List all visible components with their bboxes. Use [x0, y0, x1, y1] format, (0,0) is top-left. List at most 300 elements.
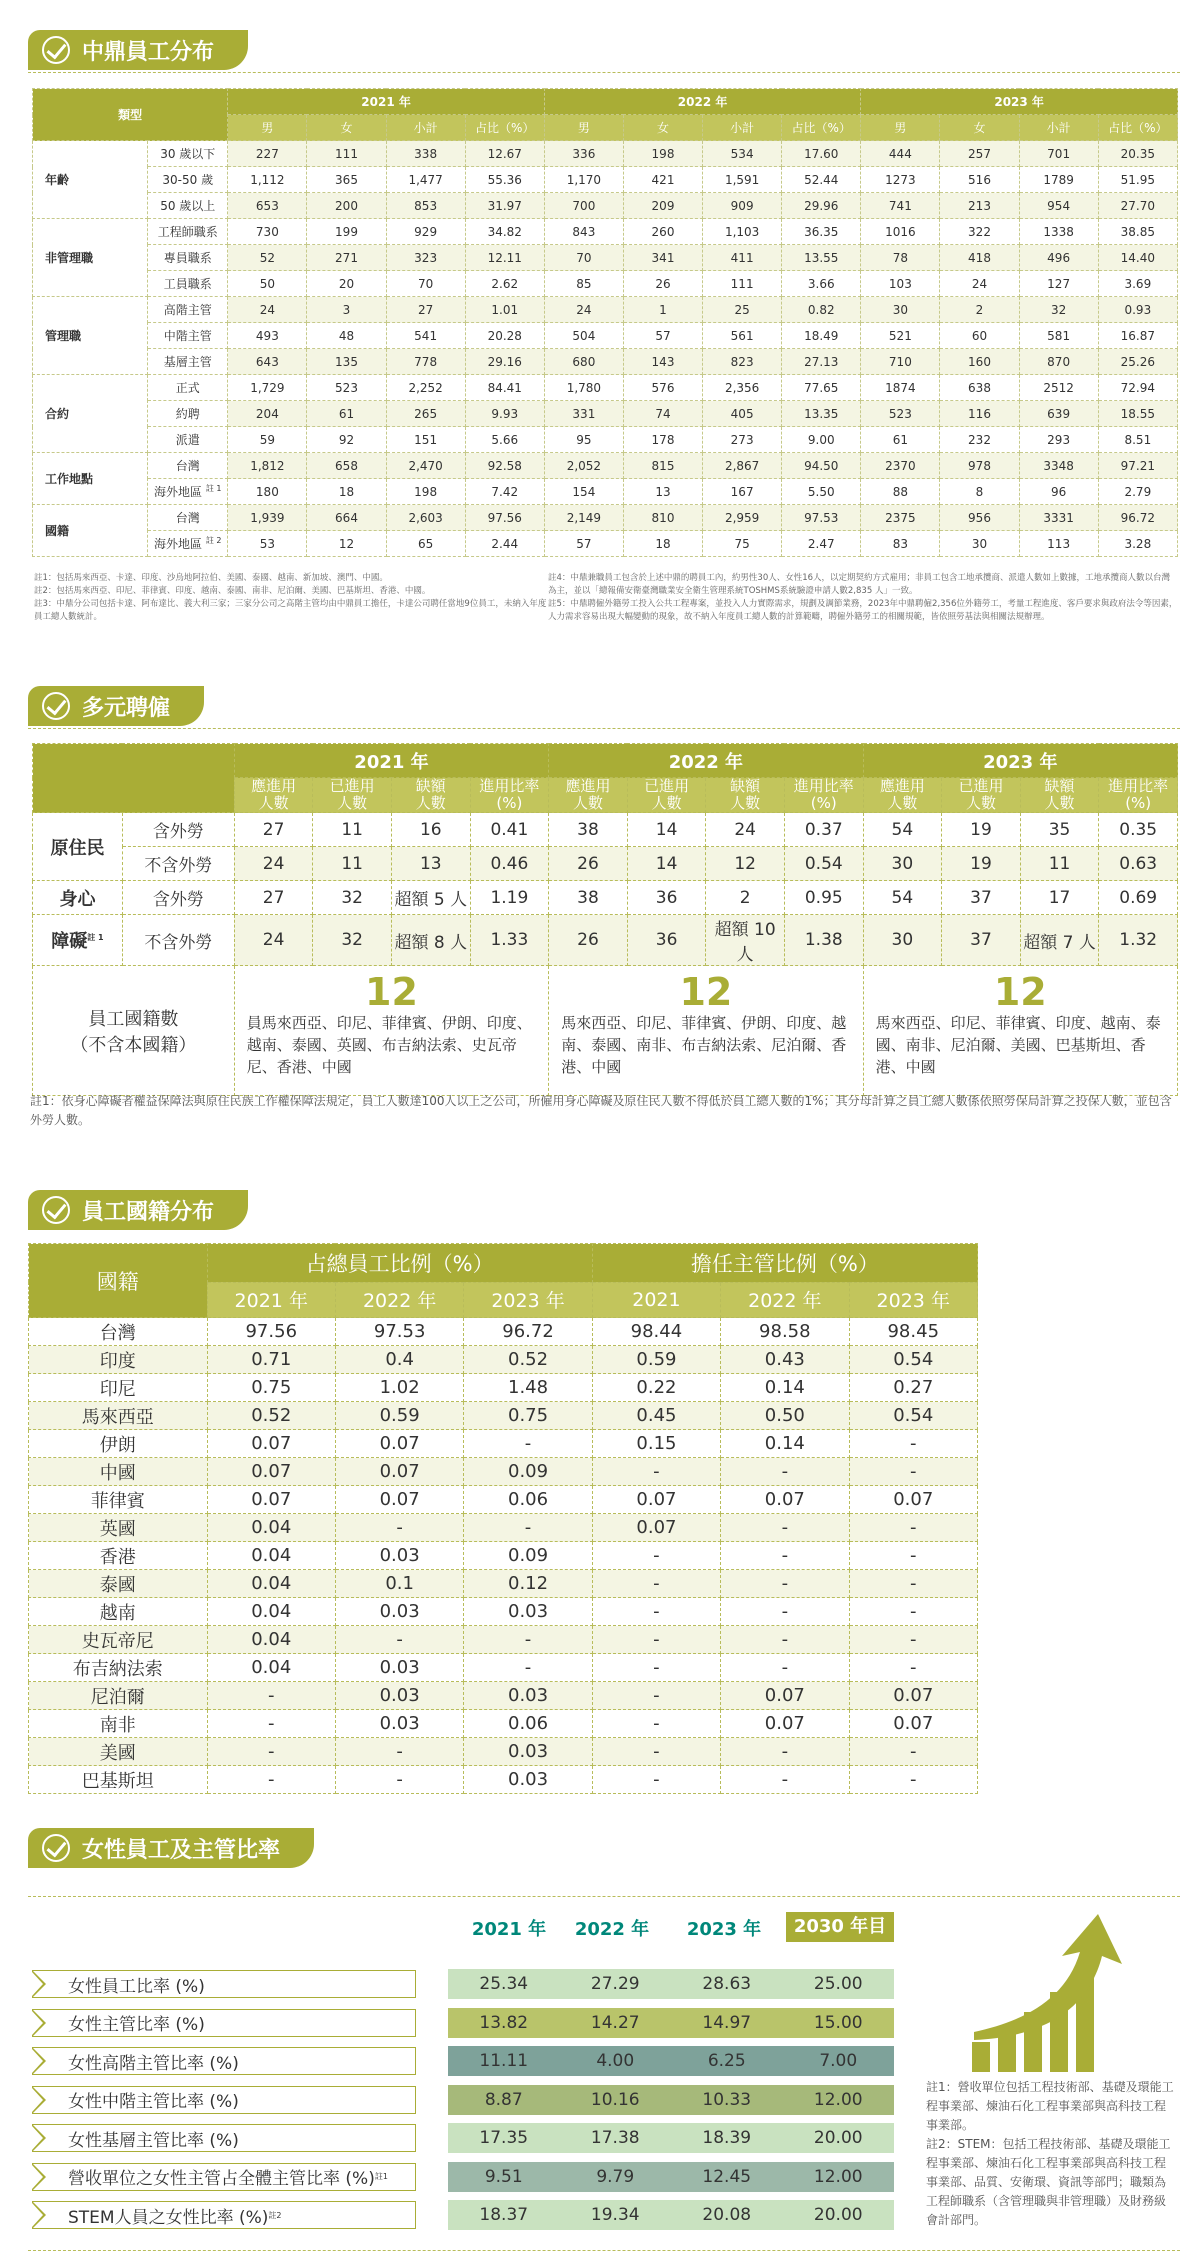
- row-label: 不含外勞: [122, 915, 234, 966]
- ratio-value: 7.00: [819, 2051, 858, 2071]
- value-cell: 0.69: [1099, 881, 1178, 915]
- value-cell: 260: [623, 219, 702, 245]
- type-header: 類型: [33, 89, 228, 141]
- table-row: [33, 881, 1178, 915]
- value-cell: -: [207, 1766, 335, 1794]
- ratio-value: 12.45: [702, 2166, 752, 2187]
- row-label: 海外地區 $^{註 1}$: [148, 479, 228, 505]
- row-label: 中階主管: [148, 323, 228, 349]
- value-cell: 38: [549, 813, 628, 847]
- value-cell: 14.40: [1098, 245, 1177, 271]
- value-cell: 52: [228, 245, 307, 271]
- value-cell: 180: [228, 479, 307, 505]
- value-cell: 365: [307, 167, 386, 193]
- year-2022-label: 2022 年: [574, 1919, 650, 1940]
- value-cell: 978: [940, 453, 1019, 479]
- value-cell: 70: [544, 245, 623, 271]
- value-cell: 198: [623, 141, 702, 167]
- year-header: 2021: [592, 1282, 720, 1317]
- value-cell: 1.01: [465, 297, 544, 323]
- value-cell: 0.75: [464, 1402, 592, 1430]
- value-cell: 12: [307, 531, 386, 557]
- value-cell: 0.04: [207, 1654, 335, 1682]
- value-cell: 2.47: [782, 531, 861, 557]
- column-header: 已進用 人數: [942, 778, 1021, 813]
- value-cell: 3: [307, 297, 386, 323]
- value-cell: 54: [863, 881, 942, 915]
- year-header: 2022 年: [544, 89, 861, 115]
- row-label: 台灣: [148, 453, 228, 479]
- row-label: 工程師職系: [148, 219, 228, 245]
- value-cell: -: [721, 1458, 849, 1486]
- value-cell: 超額 5 人: [391, 881, 470, 915]
- country-name: 泰國: [29, 1570, 208, 1598]
- ratio-value: 10.16: [590, 2089, 640, 2110]
- table-row: [29, 1710, 978, 1738]
- value-cell: 0.95: [784, 881, 863, 915]
- column-header: 女: [623, 115, 702, 141]
- value-cell: -: [592, 1626, 720, 1654]
- value-cell: 638: [940, 375, 1019, 401]
- value-cell: 3.69: [1098, 271, 1177, 297]
- value-cell: 853: [386, 193, 465, 219]
- nationality-list: 馬來西亞、印尼、菲律賓、伊朗、印度、越南、泰國、南非、布吉納法索、尼泊爾、香港、中國: [561, 1014, 847, 1076]
- footnote-mark: 註2: [268, 2210, 282, 2220]
- table-row: [29, 1486, 978, 1514]
- value-cell: 9.93: [465, 401, 544, 427]
- value-cell: 3.66: [782, 271, 861, 297]
- column-header: 男: [861, 115, 940, 141]
- value-cell: -: [849, 1542, 977, 1570]
- table-row: [33, 271, 1178, 297]
- value-cell: 257: [940, 141, 1019, 167]
- value-cell: -: [592, 1570, 720, 1598]
- ratio-value: 8.87: [484, 2089, 523, 2110]
- row-label: 台灣: [148, 505, 228, 531]
- ratio-value: 19.34: [590, 2205, 640, 2225]
- country-name: 史瓦帝尼: [29, 1626, 208, 1654]
- year-2023-label: 2023 年: [686, 1919, 762, 1940]
- value-cell: 204: [228, 401, 307, 427]
- section-title: 女性員工及主管比率: [82, 1837, 281, 1863]
- value-cell: 322: [940, 219, 1019, 245]
- value-cell: 0.52: [207, 1402, 335, 1430]
- country-name: 布吉納法索: [29, 1654, 208, 1682]
- value-cell: 0.04: [207, 1514, 335, 1542]
- value-cell: 26: [549, 847, 628, 881]
- value-cell: 909: [703, 193, 782, 219]
- value-cell: 405: [703, 401, 782, 427]
- value-cell: 0.54: [849, 1346, 977, 1374]
- value-cell: 18.49: [782, 323, 861, 349]
- section-header-diverse-hiring: [28, 686, 204, 726]
- ratio-value: 9.79: [596, 2166, 635, 2187]
- value-cell: 0.07: [592, 1486, 720, 1514]
- column-header: 缺額 人數: [1020, 778, 1099, 813]
- table-row: [29, 1318, 978, 1346]
- value-cell: 823: [703, 349, 782, 375]
- value-cell: 88: [861, 479, 940, 505]
- value-cell: 0.27: [849, 1374, 977, 1402]
- ratio-label: 營收單位之女性主管占全體主管比率 (%) 註1: [32, 2163, 416, 2191]
- value-cell: 0.07: [849, 1486, 977, 1514]
- value-cell: 523: [307, 375, 386, 401]
- value-cell: -: [464, 1626, 592, 1654]
- row-label: 工員職系: [148, 271, 228, 297]
- nationality-list: 馬來西亞、印尼、菲律賓、印度、越南、泰國、南非、尼泊爾、美國、巴基斯坦、香港、中國: [875, 1014, 1161, 1076]
- value-cell: 0.07: [207, 1486, 335, 1514]
- section-title: 多元聘僱: [82, 695, 171, 721]
- value-cell: -: [592, 1598, 720, 1626]
- value-cell: 57: [544, 531, 623, 557]
- table-row: [29, 1430, 978, 1458]
- value-cell: 61: [861, 427, 940, 453]
- value-cell: -: [849, 1570, 977, 1598]
- table-row: [33, 323, 1178, 349]
- value-cell: 2,052: [544, 453, 623, 479]
- value-cell: 199: [307, 219, 386, 245]
- column-header: 缺額 人數: [391, 778, 470, 813]
- value-cell: 541: [386, 323, 465, 349]
- ratio-value: 13.82: [479, 2012, 529, 2033]
- value-cell: 27.13: [782, 349, 861, 375]
- value-cell: 13.35: [782, 401, 861, 427]
- value-cell: 0.50: [721, 1402, 849, 1430]
- section-header-female-ratio: [28, 1828, 314, 1868]
- value-cell: -: [464, 1430, 592, 1458]
- value-cell: 730: [228, 219, 307, 245]
- value-cell: 778: [386, 349, 465, 375]
- value-cell: 92: [307, 427, 386, 453]
- value-cell: 209: [623, 193, 702, 219]
- value-cell: 0.59: [335, 1402, 463, 1430]
- value-cell: 331: [544, 401, 623, 427]
- group-label: 原住民: [33, 813, 123, 881]
- value-cell: 27.70: [1098, 193, 1177, 219]
- value-cell: 34.82: [465, 219, 544, 245]
- value-cell: 336: [544, 141, 623, 167]
- value-cell: -: [849, 1654, 977, 1682]
- column-header: 女: [307, 115, 386, 141]
- value-cell: 0.03: [464, 1766, 592, 1794]
- ratio-value: 17.38: [590, 2128, 640, 2148]
- year-header: 2021 年: [207, 1282, 335, 1317]
- year-header: 2022 年: [335, 1282, 463, 1317]
- value-cell: 0.03: [464, 1682, 592, 1710]
- value-cell: 13.55: [782, 245, 861, 271]
- value-cell: 29.16: [465, 349, 544, 375]
- value-cell: 96.72: [464, 1318, 592, 1346]
- value-cell: -: [592, 1766, 720, 1794]
- group-label: 合約: [33, 375, 148, 453]
- ratio-bar: [448, 2162, 894, 2192]
- value-cell: 0.07: [721, 1486, 849, 1514]
- value-cell: 0.03: [335, 1654, 463, 1682]
- value-cell: 24: [228, 297, 307, 323]
- footnote-mark: 註 1: [87, 933, 104, 942]
- value-cell: -: [849, 1598, 977, 1626]
- value-cell: 421: [623, 167, 702, 193]
- value-cell: 2,149: [544, 505, 623, 531]
- value-cell: 653: [228, 193, 307, 219]
- table-row: [33, 219, 1178, 245]
- value-cell: 701: [1019, 141, 1098, 167]
- value-cell: 0.1: [335, 1570, 463, 1598]
- value-cell: 0.07: [721, 1682, 849, 1710]
- ratio-value: 18.39: [702, 2128, 752, 2148]
- value-cell: 0.14: [721, 1374, 849, 1402]
- value-cell: 0.15: [592, 1430, 720, 1458]
- value-cell: -: [592, 1682, 720, 1710]
- value-cell: 815: [623, 453, 702, 479]
- value-cell: 52.44: [782, 167, 861, 193]
- row-label: 正式: [148, 375, 228, 401]
- value-cell: 929: [386, 219, 465, 245]
- value-cell: 0.54: [784, 847, 863, 881]
- value-cell: 25.26: [1098, 349, 1177, 375]
- value-cell: 658: [307, 453, 386, 479]
- value-cell: 2375: [861, 505, 940, 531]
- footnote-mark: 註 2: [205, 536, 222, 545]
- value-cell: -: [592, 1458, 720, 1486]
- table-row: [29, 1458, 978, 1486]
- diverse-hiring-table: [32, 743, 1178, 1096]
- country-name: 英國: [29, 1514, 208, 1542]
- value-cell: 35: [1020, 813, 1099, 847]
- section-title: 員工國籍分布: [82, 1199, 215, 1225]
- value-cell: 61: [307, 401, 386, 427]
- value-cell: 843: [544, 219, 623, 245]
- value-cell: 1874: [861, 375, 940, 401]
- table-row: [33, 245, 1178, 271]
- value-cell: 9.00: [782, 427, 861, 453]
- value-cell: 38: [549, 881, 628, 915]
- column-header: 進用比率 (%): [470, 778, 549, 813]
- year-header: 2023 年: [464, 1282, 592, 1317]
- ratio-bar: [448, 2123, 894, 2153]
- ratio-value: 25.00: [813, 1974, 863, 1994]
- year-2021-label: 2021 年: [471, 1919, 547, 1940]
- nationality-count: 12: [993, 970, 1047, 1014]
- value-cell: -: [849, 1514, 977, 1542]
- value-cell: -: [849, 1738, 977, 1766]
- value-cell: 0.03: [335, 1710, 463, 1738]
- column-header: 占比（%）: [1098, 115, 1177, 141]
- table-row: [33, 427, 1178, 453]
- value-cell: 75: [703, 531, 782, 557]
- year-header: 2023 年: [861, 89, 1178, 115]
- ratio-bar: [448, 2046, 894, 2076]
- value-cell: 2370: [861, 453, 940, 479]
- table-row: [29, 1542, 978, 1570]
- ratio-value: 6.25: [707, 2051, 746, 2071]
- column-header: 占比（%）: [782, 115, 861, 141]
- nationality-cell: [234, 966, 548, 1096]
- value-cell: 超額 7 人: [1020, 915, 1099, 966]
- value-cell: 2512: [1019, 375, 1098, 401]
- value-cell: 3.28: [1098, 531, 1177, 557]
- value-cell: 77.65: [782, 375, 861, 401]
- value-cell: 338: [386, 141, 465, 167]
- value-cell: -: [721, 1626, 849, 1654]
- value-cell: 521: [861, 323, 940, 349]
- value-cell: 0.14: [721, 1430, 849, 1458]
- value-cell: 639: [1019, 401, 1098, 427]
- value-cell: 504: [544, 323, 623, 349]
- value-cell: -: [335, 1766, 463, 1794]
- value-cell: 98.45: [849, 1318, 977, 1346]
- value-cell: 0.59: [592, 1346, 720, 1374]
- value-cell: 111: [307, 141, 386, 167]
- value-cell: 2.62: [465, 271, 544, 297]
- nationality-count-row: [33, 966, 1178, 1096]
- value-cell: 411: [703, 245, 782, 271]
- value-cell: 20.28: [465, 323, 544, 349]
- value-cell: 92.58: [465, 453, 544, 479]
- value-cell: 516: [940, 167, 1019, 193]
- value-cell: -: [335, 1514, 463, 1542]
- value-cell: 561: [703, 323, 782, 349]
- value-cell: 523: [861, 401, 940, 427]
- value-cell: 26: [549, 915, 628, 966]
- value-cell: 232: [940, 427, 1019, 453]
- value-cell: 50: [228, 271, 307, 297]
- value-cell: -: [721, 1542, 849, 1570]
- nationality-cell: [549, 966, 863, 1096]
- value-cell: 534: [703, 141, 782, 167]
- country-name: 菲律賓: [29, 1486, 208, 1514]
- value-cell: 5.66: [465, 427, 544, 453]
- ratio-value: 15.00: [813, 2012, 863, 2033]
- value-cell: 0.03: [464, 1738, 592, 1766]
- value-cell: 51.95: [1098, 167, 1177, 193]
- value-cell: -: [464, 1654, 592, 1682]
- value-cell: 2.44: [465, 531, 544, 557]
- value-cell: 293: [1019, 427, 1098, 453]
- ratio-bar: [448, 2085, 894, 2115]
- value-cell: -: [721, 1738, 849, 1766]
- value-cell: 27: [386, 297, 465, 323]
- year-header: 2021 年: [234, 744, 548, 778]
- group-label: 國籍: [33, 505, 148, 557]
- column-header: 已進用 人數: [627, 778, 706, 813]
- value-cell: 200: [307, 193, 386, 219]
- value-cell: 1,170: [544, 167, 623, 193]
- value-cell: 70: [386, 271, 465, 297]
- value-cell: 0.82: [782, 297, 861, 323]
- country-header: 國籍: [29, 1244, 208, 1318]
- row-label: 基層主管: [148, 349, 228, 375]
- value-cell: 5.50: [782, 479, 861, 505]
- ratio-label: 女性中階主管比率 (%): [32, 2086, 416, 2114]
- ratio-value: 12.00: [813, 2089, 863, 2110]
- nationality-count-label: 員工國籍數 （不含本國籍）: [33, 966, 235, 1096]
- value-cell: 96.72: [1098, 505, 1177, 531]
- value-cell: 0.07: [849, 1710, 977, 1738]
- column-header: 應進用 人數: [234, 778, 313, 813]
- value-cell: 18: [307, 479, 386, 505]
- value-cell: 19: [942, 847, 1021, 881]
- value-cell: 54: [863, 813, 942, 847]
- column-header: 進用比率 (%): [1099, 778, 1178, 813]
- footnote-mark: 註 1: [205, 484, 222, 493]
- row-label: 約聘: [148, 401, 228, 427]
- row-label: 含外勞: [122, 813, 234, 847]
- ratio-value: 14.97: [702, 2012, 752, 2033]
- value-cell: 496: [1019, 245, 1098, 271]
- value-cell: 29.96: [782, 193, 861, 219]
- value-cell: 27: [234, 813, 313, 847]
- table-row: [29, 1570, 978, 1598]
- value-cell: 0.03: [335, 1682, 463, 1710]
- value-cell: 341: [623, 245, 702, 271]
- target-2030-label: 2030 年目標: [786, 1912, 894, 1942]
- value-cell: 32: [313, 881, 392, 915]
- value-cell: 12.11: [465, 245, 544, 271]
- country-name: 印尼: [29, 1374, 208, 1402]
- ratio-value: 27.29: [590, 1974, 640, 1994]
- value-cell: 160: [940, 349, 1019, 375]
- value-cell: 84.41: [465, 375, 544, 401]
- country-name: 美國: [29, 1738, 208, 1766]
- value-cell: 1.19: [470, 881, 549, 915]
- value-cell: 323: [386, 245, 465, 271]
- value-cell: 24: [234, 915, 313, 966]
- value-cell: 213: [940, 193, 1019, 219]
- column-header: 女: [940, 115, 1019, 141]
- value-cell: 0.54: [849, 1402, 977, 1430]
- value-cell: 273: [703, 427, 782, 453]
- value-cell: 1,112: [228, 167, 307, 193]
- table-row: [33, 375, 1178, 401]
- year-header: 2022 年: [721, 1282, 849, 1317]
- value-cell: -: [849, 1766, 977, 1794]
- country-name: 伊朗: [29, 1430, 208, 1458]
- value-cell: 37: [942, 881, 1021, 915]
- value-cell: 116: [940, 401, 1019, 427]
- value-cell: 30: [861, 297, 940, 323]
- row-label: 含外勞: [122, 881, 234, 915]
- value-cell: 1338: [1019, 219, 1098, 245]
- value-cell: 444: [861, 141, 940, 167]
- value-cell: 1016: [861, 219, 940, 245]
- value-cell: 8.51: [1098, 427, 1177, 453]
- check-circle-icon: [42, 1834, 70, 1862]
- value-cell: 0.52: [464, 1346, 592, 1374]
- notes-left: 註1：包括馬來西亞、卡達、印度、沙烏地阿拉伯、美國、泰國、越南、新加坡、澳門、中國。 註2：包括馬來西亞、印尼、菲律賓、印度、越南、泰國、南非、尼泊爾、美國、巴基斯坦、香港、中國。 註3：中鼎分公司包括卡達、阿布達比、義大利三家；三家分公司之高階主管均由中鼎員工擔任，卡達公司聘任當地9位員工，未納入年度員工總人數統計。: [34, 573, 547, 622]
- value-cell: 700: [544, 193, 623, 219]
- row-label: 50 歲以上: [148, 193, 228, 219]
- table-row: [29, 1738, 978, 1766]
- value-cell: -: [207, 1682, 335, 1710]
- value-cell: 97.53: [782, 505, 861, 531]
- value-cell: 0.04: [207, 1570, 335, 1598]
- table-row: [33, 193, 1178, 219]
- value-cell: 16: [391, 813, 470, 847]
- value-cell: 0.41: [470, 813, 549, 847]
- total-ratio-header: 占總員工比例（%）: [207, 1244, 592, 1283]
- ratio-bar: [448, 2200, 894, 2230]
- value-cell: 178: [623, 427, 702, 453]
- value-cell: 265: [386, 401, 465, 427]
- ratio-bar: [448, 1969, 894, 1999]
- value-cell: -: [721, 1654, 849, 1682]
- row-label: 30-50 歲: [148, 167, 228, 193]
- value-cell: 198: [386, 479, 465, 505]
- value-cell: 16.87: [1098, 323, 1177, 349]
- table-row: [29, 1402, 978, 1430]
- value-cell: 超額 10 人: [706, 915, 785, 966]
